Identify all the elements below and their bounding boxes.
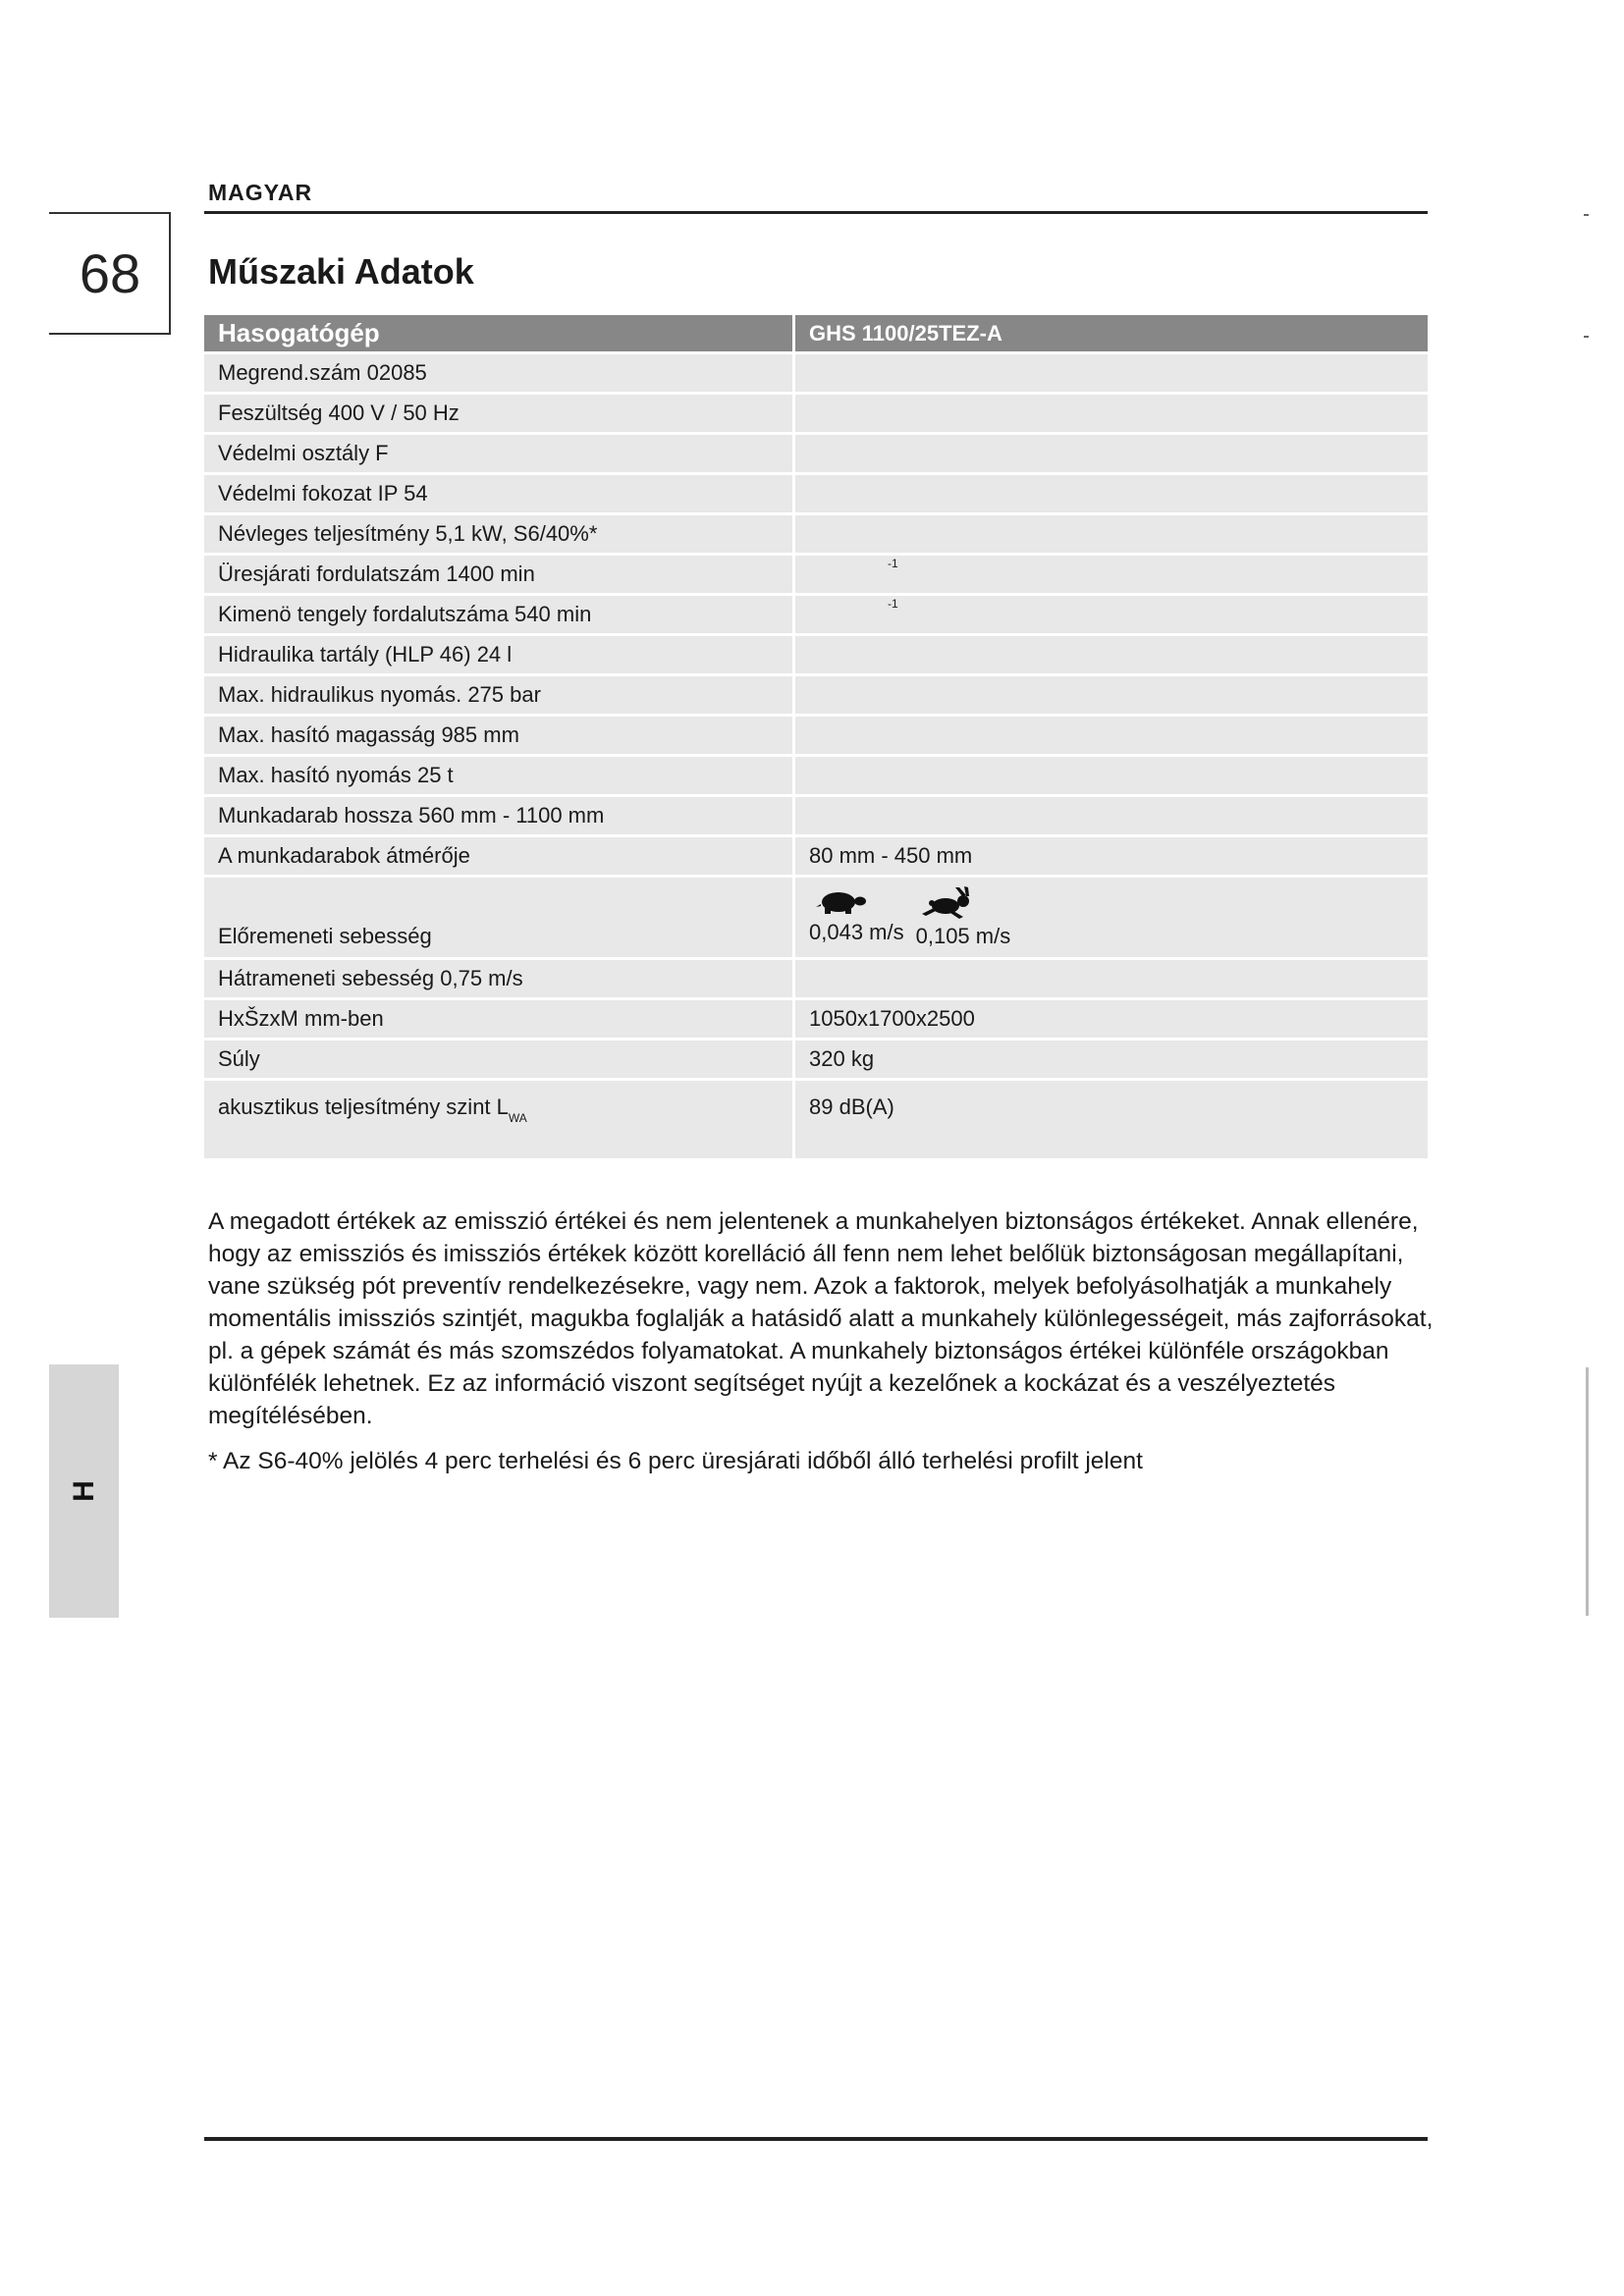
table-header-row: [204, 315, 1428, 354]
row-value: [795, 515, 1428, 556]
row-value: 320 kg: [795, 1041, 1428, 1081]
table-row: [204, 1041, 1428, 1081]
table-row: [204, 354, 1428, 395]
table-row: [204, 435, 1428, 475]
row-label: Max. hasító nyomás 25 t: [204, 757, 795, 797]
top-divider: [204, 211, 1428, 214]
crop-mark-middle: [1584, 336, 1589, 338]
noise-label: akusztikus teljesítmény szint L: [218, 1095, 509, 1119]
row-value: [795, 757, 1428, 797]
table-row: [204, 797, 1428, 837]
row-value: [795, 354, 1428, 395]
row-label: Kimenö tengely fordalutszáma 540 min: [204, 596, 795, 636]
speed-fast-value: 0,105 m/s: [915, 924, 1011, 948]
row-label: Védelmi osztály F: [204, 435, 795, 475]
subscript-wa: WA: [508, 1111, 527, 1125]
table-row: [204, 395, 1428, 435]
speed-fast: [916, 886, 1011, 949]
section-title: Műszaki Adatok: [208, 251, 474, 292]
crop-mark-top: [1584, 214, 1589, 216]
row-value: [795, 395, 1428, 435]
row-label: Súly: [204, 1041, 795, 1081]
table-row: [204, 515, 1428, 556]
table-row: [204, 717, 1428, 757]
row-label: Védelmi fokozat IP 54: [204, 475, 795, 515]
row-value: [795, 596, 1428, 636]
row-value: [795, 556, 1428, 596]
table-row: [204, 960, 1428, 1000]
row-value: [795, 676, 1428, 717]
table-row: [204, 837, 1428, 878]
row-label: Hidraulika tartály (HLP 46) 24 l: [204, 636, 795, 676]
language-header: MAGYAR: [208, 180, 313, 205]
table-row: [204, 475, 1428, 515]
row-label: Üresjárati fordulatszám 1400 min: [204, 556, 795, 596]
notes-section: [208, 1205, 1435, 1490]
bottom-divider: [204, 2137, 1428, 2141]
emission-note-paragraph: A megadott értékek az emisszió értékei és nem jelentenek a munkahelyen biztonságos értékeket. Annak ellenére, hogy az emissziós és imissziós értékek között korelláció áll fenn nem lehet belőlük biztonságosan megállapítani, vane szükség pót preventív rendelkezésekre, vagy nem. Azok a faktorok, melyek befolyásolhatják a munkahely momentális imissziós szintjét, magukba foglalják a hatásidő alatt a munkahely különlegességeit, más zajforrásokat, pl. a gépek számát és más szomszédos folyamatokat. A munkahely biztonságos értékei különféle országokban különfélék lehetnek. Ez az információ viszont segítséget nyújt a kezelőnek a kockázat és a veszélyeztetés megítélésében.: [208, 1208, 1434, 1429]
row-value: 1050x1700x2500: [795, 1000, 1428, 1041]
row-value: 80 mm - 450 mm: [795, 837, 1428, 878]
row-value: [795, 878, 1428, 960]
row-label: Hátrameneti sebesség 0,75 m/s: [204, 960, 795, 1000]
table-row: [204, 676, 1428, 717]
row-label: Előremeneti sebesség: [204, 878, 795, 960]
spec-table: [204, 315, 1428, 1161]
row-value: 89 dB(A): [795, 1081, 1428, 1161]
rabbit-icon: [920, 886, 979, 920]
speed-slow-value: 0,043 m/s: [809, 920, 904, 944]
row-value: [795, 797, 1428, 837]
table-row: [204, 636, 1428, 676]
superscript-unit: -1: [888, 557, 898, 570]
turtle-icon: [813, 886, 868, 916]
table-row: [204, 757, 1428, 797]
table-row: [204, 556, 1428, 596]
row-label: A munkadarabok átmérője: [204, 837, 795, 878]
table-row: [204, 1000, 1428, 1041]
row-value: [795, 475, 1428, 515]
row-label: Megrend.szám 02085: [204, 354, 795, 395]
row-label: Max. hidraulikus nyomás. 275 bar: [204, 676, 795, 717]
row-value: [795, 960, 1428, 1000]
row-label: HxŠzxM mm-ben: [204, 1000, 795, 1041]
right-margin-line: [1586, 1367, 1589, 1616]
table-row-speed: [204, 878, 1428, 960]
table-header-machine: Hasogatógép: [204, 315, 795, 354]
side-tab-letter-text: H: [67, 1480, 100, 1502]
speed-slow: [809, 886, 904, 949]
row-label: Feszültség 400 V / 50 Hz: [204, 395, 795, 435]
table-row: [204, 596, 1428, 636]
row-label: Munkadarab hossza 560 mm - 1100 mm: [204, 797, 795, 837]
footnote: * Az S6-40% jelölés 4 perc terhelési és 6 perc üresjárati időből álló terhelési profilt jelent: [208, 1448, 1143, 1474]
row-label: Max. hasító magasság 985 mm: [204, 717, 795, 757]
row-value: [795, 435, 1428, 475]
table-row: [204, 1081, 1428, 1161]
row-value: [795, 717, 1428, 757]
row-value: [795, 636, 1428, 676]
row-label: [204, 1081, 795, 1161]
side-tab-letter: [49, 1364, 119, 1618]
row-label: Névleges teljesítmény 5,1 kW, S6/40%*: [204, 515, 795, 556]
table-header-model: GHS 1100/25TEZ-A: [795, 315, 1428, 354]
page-number: 68: [79, 242, 141, 304]
superscript-unit: -1: [888, 597, 898, 611]
